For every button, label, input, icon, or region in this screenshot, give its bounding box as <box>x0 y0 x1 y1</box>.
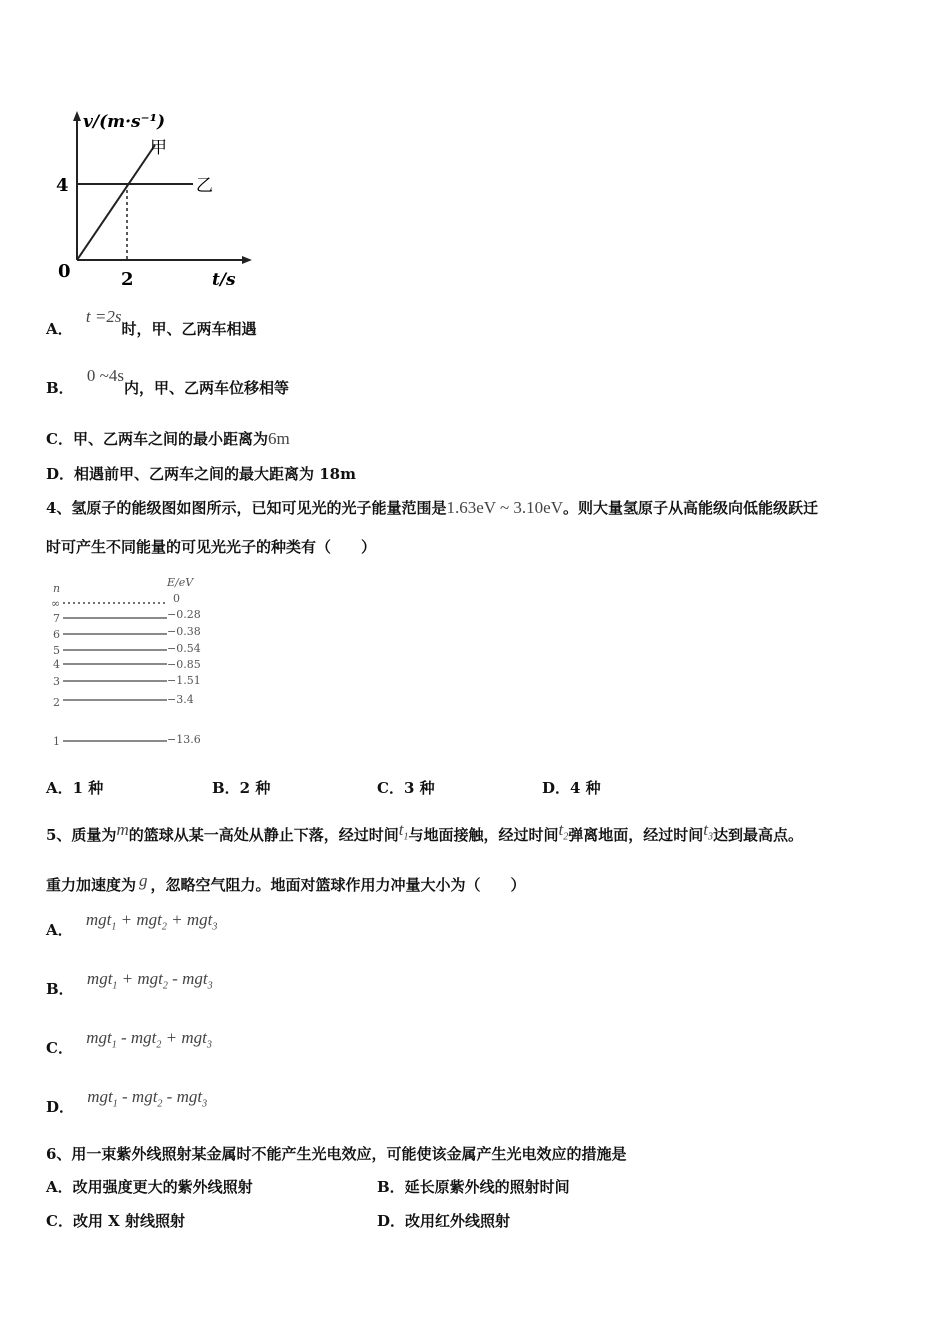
q4-option-d: D．4 种 <box>542 779 601 797</box>
level-e: −0.28 <box>167 608 201 621</box>
q3-option-a: A． t =2s时，甲、乙两车相遇 <box>46 307 257 338</box>
q5-option-c: C． mgt$_1$ - mgt$_2$ + mgt$_3$ <box>46 1028 212 1057</box>
var-t2: $t_2$ <box>558 820 569 843</box>
level-n: 7 <box>53 612 60 625</box>
q4-option-a: A．1 种 <box>46 779 104 797</box>
q5-stem-line2: 重力加速度为 g ，忽略空气阻力。地面对篮球作用力冲量大小为（ ） <box>46 871 526 894</box>
q6-option-b: B．延长原紫外线的照射时间 <box>377 1178 570 1196</box>
q3-option-b: B． 0 ~4s内，甲、乙两车位移相等 <box>46 366 290 397</box>
level-e: −3.4 <box>167 693 194 706</box>
q5-stem-line1: 5、质量为m的篮球从某一高处从静止下落，经过时间$t_1$与地面接触，经过时间$t_2$弹离地面，经过时间$t_3$达到最高点。 <box>46 820 803 844</box>
q4-option-b: B．2 种 <box>212 779 271 797</box>
y-axis-label: v/(m·s⁻¹) <box>83 112 166 132</box>
level-n: 4 <box>53 658 60 671</box>
q6-option-a: A．改用强度更大的紫外线照射 <box>46 1178 253 1196</box>
q3-option-c: C．甲、乙两车之间的最小距离为6m <box>46 429 290 448</box>
formula: mgt$_1$ + mgt$_2$ + mgt$_3$ <box>85 910 218 933</box>
math-energy-range: 1.63eV ~ 3.10eV <box>446 498 563 517</box>
q4-stem-line2: 时可产生不同能量的可见光光子的种类有（ ） <box>46 538 377 556</box>
yi-label: 乙 <box>196 176 213 196</box>
level-e: 0 <box>173 592 180 605</box>
formula: mgt$_1$ + mgt$_2$ - mgt$_3$ <box>86 969 213 992</box>
var-t1: $t_1$ <box>398 820 409 843</box>
line-jia <box>77 145 155 260</box>
level-e: −13.6 <box>167 733 201 746</box>
level-n: 2 <box>53 696 60 709</box>
origin-label: 0 <box>58 261 71 282</box>
n-header: n <box>53 582 61 595</box>
q5-option-b: B． mgt$_1$ + mgt$_2$ - mgt$_3$ <box>46 969 213 998</box>
q3-option-d: D．相遇前甲、乙两车之间的最大距离为 18m <box>46 465 356 483</box>
formula: mgt$_1$ - mgt$_2$ + mgt$_3$ <box>86 1028 212 1051</box>
var-t3: $t_3$ <box>703 820 713 843</box>
level-e: −1.51 <box>167 674 201 687</box>
q5-option-a: A． mgt$_1$ + mgt$_2$ + mgt$_3$ <box>46 910 218 939</box>
x-axis-arrow <box>242 256 252 264</box>
level-n: 3 <box>53 675 60 688</box>
x-tick-label: 2 <box>121 269 134 290</box>
level-n: 1 <box>53 735 60 748</box>
level-e: −0.54 <box>167 642 201 655</box>
q6-stem: 6、用一束紫外线照射某金属时不能产生光电效应，可能使该金属产生光电效应的措施是 <box>46 1145 627 1163</box>
y-tick-label: 4 <box>56 175 69 196</box>
q6-option-c: C．改用 X 射线照射 <box>46 1212 186 1230</box>
var-m: m <box>116 820 129 839</box>
math-t: t =2s <box>85 307 122 326</box>
q5-option-d: D． mgt$_1$ - mgt$_2$ - mgt$_3$ <box>46 1087 208 1116</box>
velocity-time-graph <box>50 105 260 295</box>
q4-stem-line1: 4、氢原子的能级图如图所示，已知可见光的光子能量范围是1.63eV ~ 3.10eV。则大量氢原子从高能级向低能级跃迁 <box>46 498 819 517</box>
x-axis-label: t/s <box>212 270 236 290</box>
math-range: 0 ~4s <box>86 366 124 385</box>
energy-level-diagram <box>45 568 215 753</box>
y-axis-arrow <box>73 111 81 121</box>
formula: mgt$_1$ - mgt$_2$ - mgt$_3$ <box>87 1087 208 1110</box>
math-6m: 6m <box>267 429 290 448</box>
q6-option-d: D．改用红外线照射 <box>377 1212 511 1230</box>
level-e: −0.38 <box>167 625 201 638</box>
level-e: −0.85 <box>167 658 201 671</box>
var-g: g <box>139 871 148 890</box>
e-header: E/eV <box>167 576 194 589</box>
jia-label: 甲 <box>150 138 167 158</box>
level-n: 5 <box>53 644 60 657</box>
q4-option-c: C．3 种 <box>377 779 435 797</box>
level-n: 6 <box>53 628 60 641</box>
level-n: ∞ <box>51 597 61 610</box>
